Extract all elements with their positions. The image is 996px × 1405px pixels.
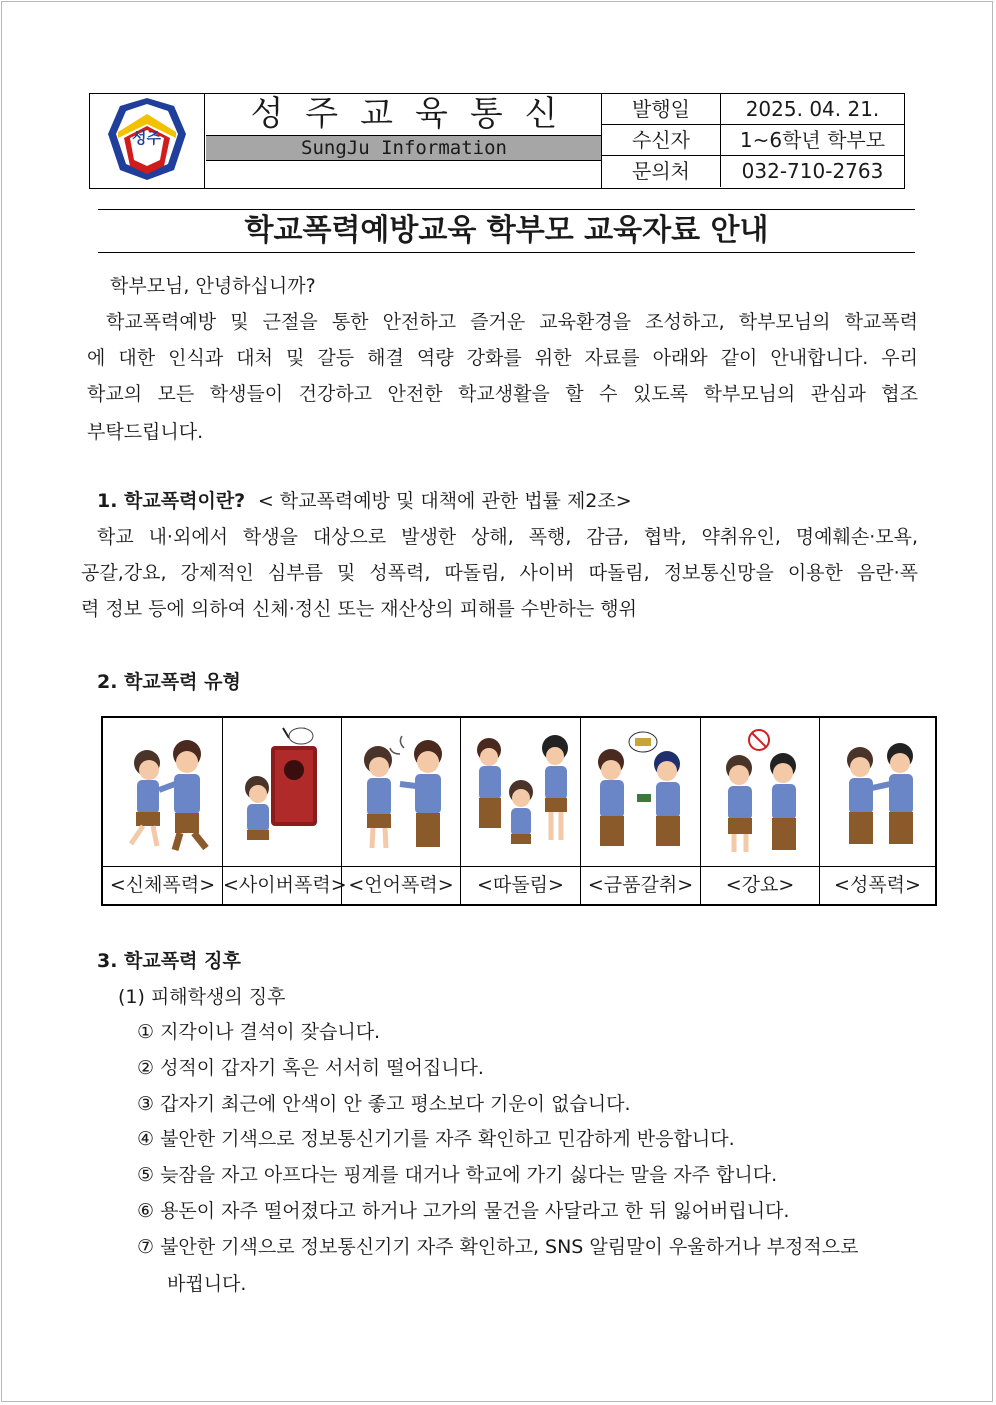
type-cell-verbal — [342, 718, 461, 904]
intro-line: 학교의 모든 학생들이 건강하고 안전한 학교생활을 할 수 있도록 학부모님의 관심과 협조 — [87, 383, 918, 405]
type-cell-extortion — [581, 718, 701, 904]
coercion-illustration — [701, 718, 819, 867]
type-label: <언어폭력> — [348, 874, 454, 896]
extortion-illustration — [581, 718, 700, 867]
title-rule-top — [98, 209, 915, 210]
definition-line: 학교 내·외에서 학생을 대상으로 발생한 상해, 폭행, 감금, 협박, 약취유인, 명예훼손·모욕, — [97, 526, 918, 548]
document-title: 학교폭력예방교육 학부모 교육자료 안내 — [244, 213, 769, 248]
section1-heading — [97, 487, 632, 515]
type-label: <사이버폭력> — [223, 874, 347, 896]
violence-types-strip — [101, 716, 937, 906]
symptom-item: ⑦ 불안한 기색으로 정보통신기기 자주 확인하고, SNS 알림말이 우울하거나 부정적으로 — [137, 1236, 859, 1258]
sexual-violence-illustration — [820, 718, 935, 867]
symptom-item: ⑤ 늦잠을 자고 아프다는 핑계를 대거나 학교에 가기 싫다는 말을 자주 합니다. — [137, 1164, 778, 1186]
type-cell-coercion — [701, 718, 820, 904]
verbal-violence-illustration — [342, 718, 460, 867]
newsletter-title: 성주교육통신 — [250, 94, 580, 134]
info-row-contact — [602, 156, 904, 187]
type-label: <강요> — [725, 874, 795, 896]
info-label: 문의처 — [632, 159, 690, 183]
symptom-item: ④ 불안한 기색으로 정보통신기기를 자주 확인하고 민감하게 반응합니다. — [137, 1128, 735, 1150]
title-rule-bottom — [98, 252, 915, 253]
type-label: <따돌림> — [477, 874, 564, 896]
physical-violence-illustration — [103, 718, 222, 867]
info-label: 발행일 — [632, 97, 690, 121]
intro-line: 에 대한 인식과 대처 및 갈등 해결 역량 강화를 위한 자료를 아래와 같이 안내합니다. 우리 — [87, 347, 918, 369]
definition-line: 력 정보 등에 의하여 신체·정신 또는 재산상의 피해를 수반하는 행위 — [81, 598, 637, 620]
type-cell-sexual — [820, 718, 935, 904]
symptom-item: ③ 갑자기 최근에 안색이 안 좋고 평소보다 기운이 없습니다. — [137, 1093, 631, 1115]
symptom-item: ② 성적이 갑자기 혹은 서서히 떨어집니다. — [137, 1057, 484, 1079]
info-row-date — [602, 94, 904, 125]
ostracism-illustration — [461, 718, 580, 867]
section3-heading: 3. 학교폭력 징후 — [97, 950, 241, 972]
type-cell-cyber — [223, 718, 347, 904]
symptom-item: ⑥ 용돈이 자주 떨어졌다고 하거나 고가의 물건을 사달라고 한 뒤 잃어버립니다. — [137, 1200, 790, 1222]
type-label: <성폭력> — [834, 874, 921, 896]
section2-heading: 2. 학교폭력 유형 — [97, 671, 241, 693]
info-row-recipient — [602, 125, 904, 156]
section3-subheading: (1) 피해학생의 징후 — [118, 986, 286, 1008]
symptom-item-continuation: 바뀝니다. — [167, 1273, 247, 1295]
info-label: 수신자 — [632, 128, 690, 152]
intro-line: 학교폭력예방 및 근절을 통한 안전하고 즐거운 교육환경을 조성하고, 학부모님의 학교폭력 — [106, 311, 918, 333]
school-logo — [90, 94, 205, 188]
intro-line: 부탁드립니다. — [87, 421, 204, 443]
symptom-item: ① 지각이나 결석이 잦습니다. — [137, 1021, 381, 1043]
type-cell-physical — [103, 718, 223, 904]
greeting: 학부모님, 안녕하십니까? — [110, 275, 316, 297]
info-value: 1~6학년 학부모 — [739, 128, 886, 152]
type-cell-ostracism — [461, 718, 581, 904]
info-value: 032-710-2763 — [741, 159, 884, 183]
info-value: 2025. 04. 21. — [745, 97, 880, 121]
logo-text: 성주 — [132, 129, 161, 147]
newsletter-subtitle: SungJu Information — [206, 135, 602, 161]
cyber-violence-illustration — [223, 718, 341, 867]
section1-title: 1. 학교폭력이란? — [97, 490, 246, 512]
newsletter-header — [89, 93, 905, 189]
definition-line: 공갈,강요, 강제적인 심부름 및 성폭력, 따돌림, 사이버 따돌림, 정보통신망을 이용한 음란·폭 — [81, 562, 918, 584]
type-label: <신체폭력> — [109, 874, 216, 896]
type-label: <금품갈취> — [587, 874, 694, 896]
section1-law-reference: < 학교폭력예방 및 대책에 관한 법률 제2조> — [257, 490, 632, 512]
